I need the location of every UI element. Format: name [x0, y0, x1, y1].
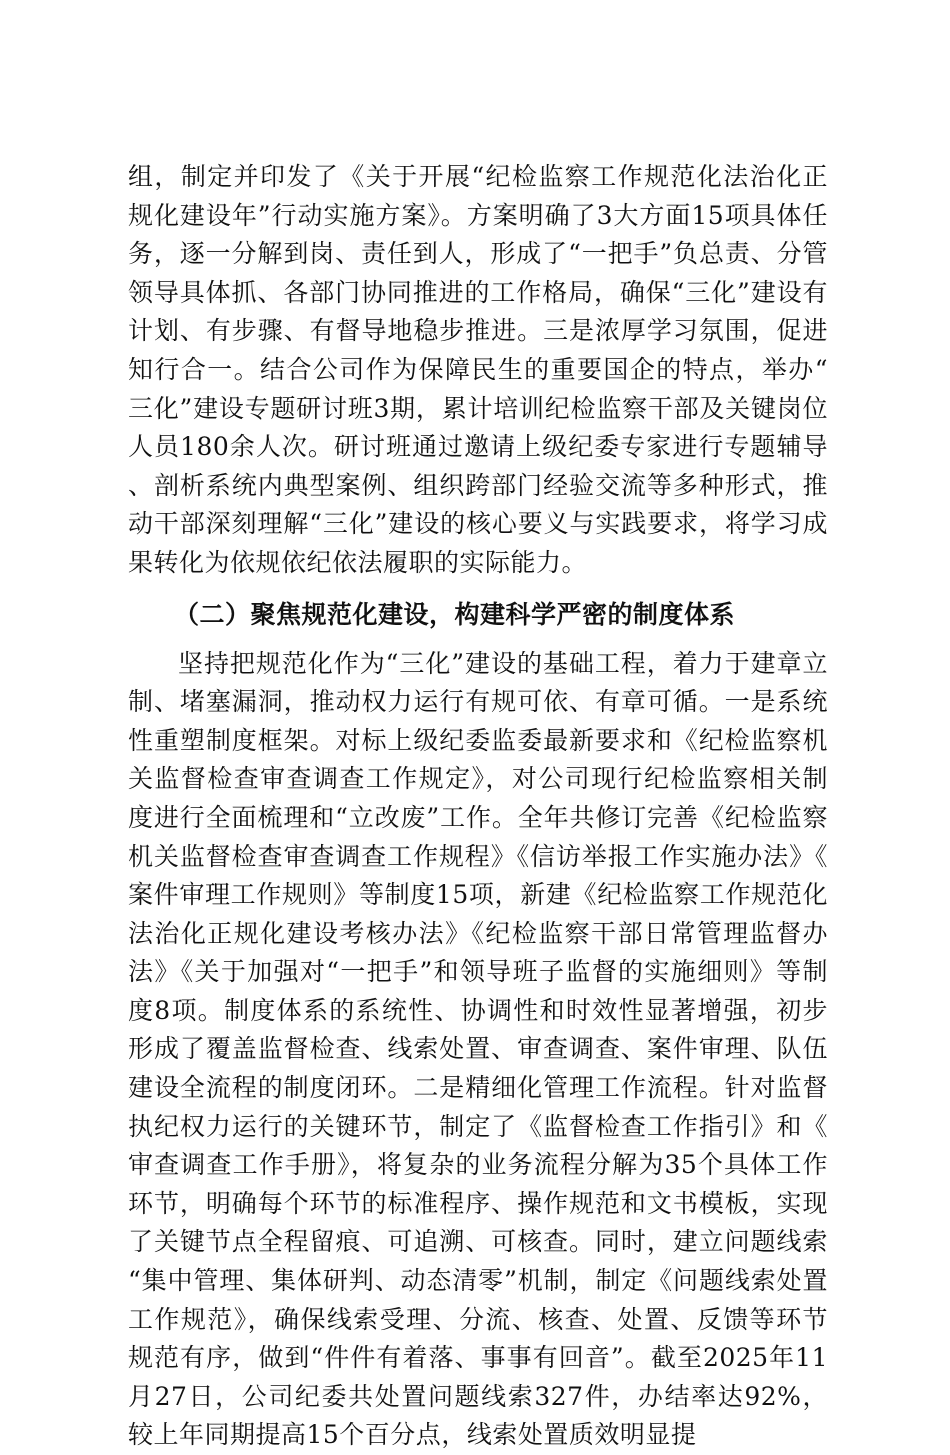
- document-body: [128, 158, 828, 1455]
- section-heading: （二）聚焦规范化建设，构建科学严密的制度体系: [174, 599, 736, 629]
- paragraph-continuation: 组，制定并印发了《关于开展“纪检监察工作规范化法治化正规化建设年”行动实施方案》。方案明确了3大方面15项具体任务，逐一分解到岗、责任到人，形成了“一把手”负总责、分管领导具体抓、各部门协同推进的工作格局，确保“三化”建设有计划、有步骤、有督导地稳步推进。三是浓厚学习氛围，促进知行合一。结合公司作为保障民生的重要国企的特点，举办“三化”建设专题研讨班3期，累计培训纪检监察干部及关键岗位人员180余人次。研讨班通过邀请上级纪委专家进行专题辅导、剖析系统内典型案例、组织跨部门经验交流等多种形式，推动干部深刻理解“三化”建设的核心要义与实践要求，将学习成果转化为依规依纪依法履职的实际能力。: [128, 162, 828, 577]
- paragraph-body: 坚持把规范化作为“三化”建设的基础工程，着力于建章立制、堵塞漏洞，推动权力运行有规可依、有章可循。一是系统性重塑制度框架。对标上级纪委监委最新要求和《纪检监察机关监督检查审查调查工作规定》，对公司现行纪检监察相关制度进行全面梳理和“立改废”工作。全年共修订完善《纪检监察机关监督检查审查调查工作规程》《信访举报工作实施办法》《案件审理工作规则》等制度15项，新建《纪检监察工作规范化法治化正规化建设考核办法》《纪检监察干部日常管理监督办法》《关于加强对“一把手”和领导班子监督的实施细则》等制度8项。制度体系的系统性、协调性和时效性显著增强，初步形成了覆盖监督检查、线索处置、审查调查、案件审理、队伍建设全流程的制度闭环。二是精细化管理工作流程。针对监督执纪权力运行的关键环节，制定了《监督检查工作指引》和《审查调查工作手册》，将复杂的业务流程分解为35个具体工作环节，明确每个环节的标准程序、操作规范和文书模板，实现了关键节点全程留痕、可追溯、可核查。同时，建立问题线索“集中管理、集体研判、动态清零”机制，制定《问题线索处置工作规范》，确保线索受理、分流、核查、处置、反馈等环节规范有序，做到“件件有着落、事事有回音”。截至2025年11月27日，公司纪委共处置问题线索327件，办结率达92%，较上年同期提高15个百分点，线索处置质效明显提: [128, 648, 828, 1450]
